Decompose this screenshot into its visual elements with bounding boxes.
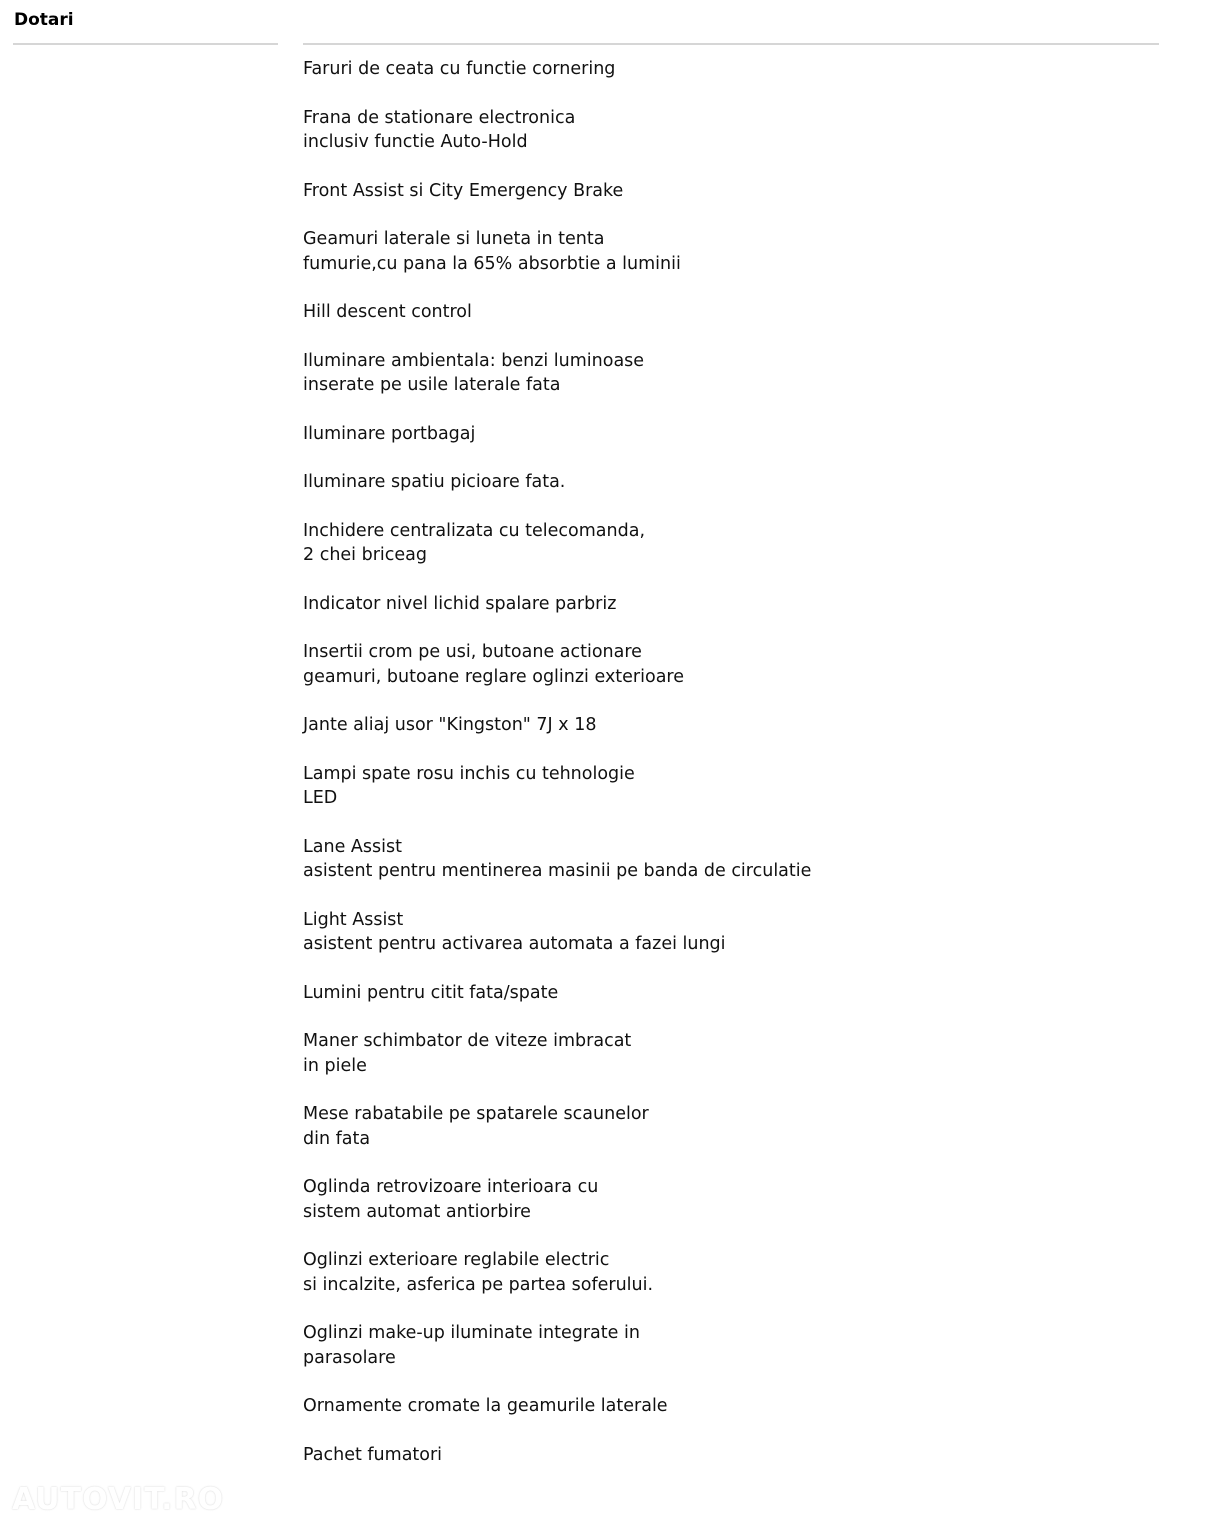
equipment-item xyxy=(303,106,1159,155)
equipment-item xyxy=(303,519,1159,568)
equipment-item-text: Indicator nivel lichid spalare parbriz xyxy=(303,593,617,614)
equipment-item-text: Oglinzi make-up iluminate integrate in xyxy=(303,1323,640,1343)
equipment-item-text: Faruri de ceata cu functie cornering xyxy=(303,59,616,79)
equipment-item-text: Front Assist si City Emergency Brake xyxy=(303,180,624,201)
equipment-item xyxy=(303,470,1159,495)
equipment-item-text: 2 chei briceag xyxy=(303,545,427,565)
equipment-item-text: Light Assist xyxy=(303,909,404,930)
equipment-item xyxy=(303,713,1159,738)
equipment-item-text: in piele xyxy=(303,1055,367,1076)
equipment-item-text: Jante aliaj usor "Kingston" 7J x 18 xyxy=(303,715,597,735)
equipment-item-text: Mese rabatabile pe spatarele scaunelor xyxy=(303,1104,649,1124)
equipment-item-text: Pachet fumatori xyxy=(303,1444,443,1465)
equipment-item xyxy=(303,422,1159,447)
equipment-item xyxy=(303,592,1159,617)
equipment-item-text: fumurie,cu pana la 65% absorbtie a luminii xyxy=(303,253,681,274)
equipment-item-text: Iluminare portbagaj xyxy=(303,423,476,444)
equipment-item-text: inserate pe usile laterale fata xyxy=(303,375,561,395)
section-divider-left xyxy=(13,43,278,45)
equipment-item-text: Inchidere centralizata cu telecomanda, xyxy=(303,520,646,541)
equipment-item xyxy=(303,1102,1159,1151)
equipment-item-text: asistent pentru activarea automata a fazei lungi xyxy=(303,934,726,954)
equipment-item-text: Iluminare ambientala: benzi luminoase xyxy=(303,350,645,371)
watermark-logo: AUTOVIT.RO xyxy=(12,1482,225,1517)
equipment-item xyxy=(303,762,1159,811)
equipment-item xyxy=(303,1443,1159,1468)
equipment-item-text: Lumini pentru citit fata/spate xyxy=(303,982,559,1003)
equipment-item-text: sistem automat antiorbire xyxy=(303,1201,531,1222)
equipment-item-text: Ornamente cromate la geamurile laterale xyxy=(303,1396,668,1416)
equipment-item xyxy=(303,179,1159,204)
equipment-item xyxy=(303,981,1159,1006)
equipment-item xyxy=(303,1321,1159,1370)
equipment-item xyxy=(303,227,1159,276)
equipment-item-text: geamuri, butoane reglare oglinzi exterioare xyxy=(303,666,684,687)
equipment-item-text: asistent pentru mentinerea masinii pe banda de circulatie xyxy=(303,861,812,881)
equipment-item xyxy=(303,640,1159,689)
equipment-item xyxy=(303,1175,1159,1224)
equipment-item-text: Lampi spate rosu inchis cu tehnologie xyxy=(303,763,635,784)
equipment-item-text: Frana de stationare electronica xyxy=(303,107,576,128)
equipment-item-text: Geamuri laterale si luneta in tenta xyxy=(303,229,605,249)
equipment-item-text: Insertii crom pe usi, butoane actionare xyxy=(303,642,642,662)
equipment-item-text: LED xyxy=(303,788,338,808)
equipment-item xyxy=(303,57,1159,82)
equipment-item-text: Hill descent control xyxy=(303,302,472,322)
equipment-item-text: Lane Assist xyxy=(303,836,402,857)
equipment-item-text: Oglinzi exterioare reglabile electric xyxy=(303,1250,610,1270)
equipment-item xyxy=(303,1029,1159,1078)
section-divider-right xyxy=(303,43,1159,45)
equipment-item xyxy=(303,349,1159,398)
equipment-list xyxy=(303,57,1159,1491)
equipment-item xyxy=(303,1394,1159,1419)
equipment-item-text: parasolare xyxy=(303,1347,396,1368)
equipment-item-text: inclusiv functie Auto-Hold xyxy=(303,132,528,152)
section-title: Dotari xyxy=(14,10,74,30)
equipment-item xyxy=(303,908,1159,957)
equipment-item xyxy=(303,300,1159,325)
equipment-item-text: din fata xyxy=(303,1128,371,1149)
equipment-item xyxy=(303,1248,1159,1297)
equipment-item-text: si incalzite, asferica pe partea soferului. xyxy=(303,1274,654,1295)
equipment-item xyxy=(303,835,1159,884)
equipment-item-text: Maner schimbator de viteze imbracat xyxy=(303,1031,632,1051)
equipment-item-text: Iluminare spatiu picioare fata. xyxy=(303,472,566,492)
equipment-item-text: Oglinda retrovizoare interioara cu xyxy=(303,1177,599,1197)
